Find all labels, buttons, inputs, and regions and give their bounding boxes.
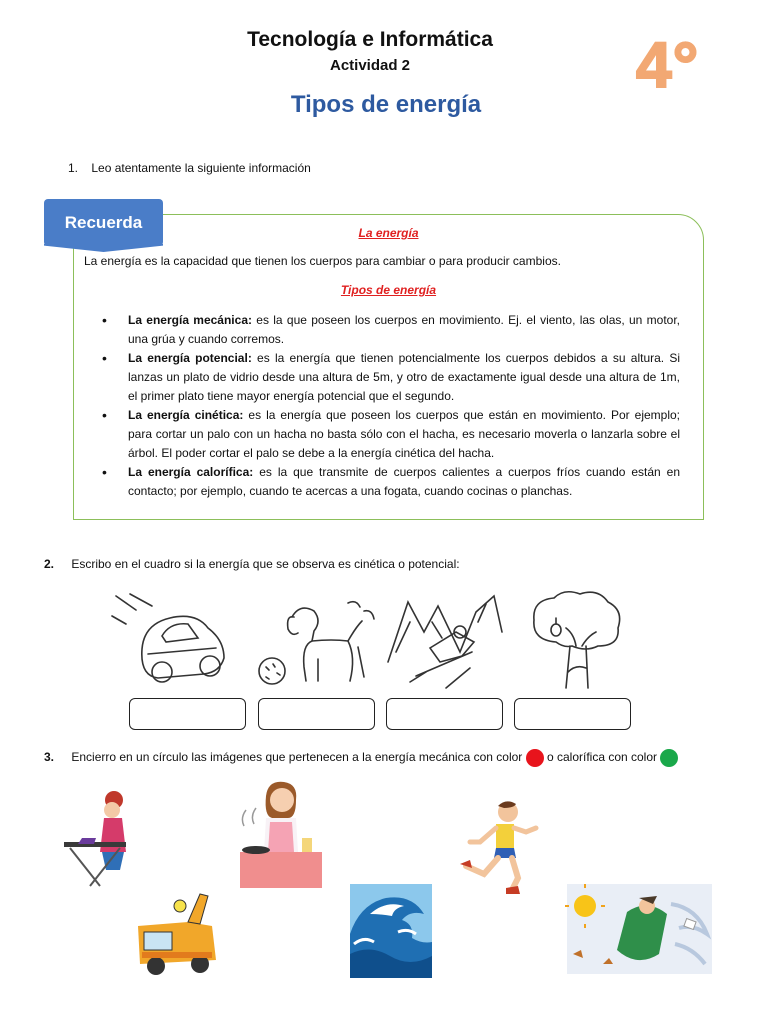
- list-item-term: La energía potencial:: [128, 351, 252, 365]
- question-1-number: 1.: [68, 161, 79, 175]
- list-item-term: La energía mecánica:: [128, 313, 252, 327]
- page-title: Tipos de energía: [290, 91, 482, 118]
- question-3: [44, 749, 744, 767]
- dog-ball-drawing: [252, 597, 382, 692]
- list-item-text: es la energía que tienen potencialmente los cuerpos debidos a su altura. Si lanzas un plato de vidrio desde una altura de 5m, y otro de exactamente igual desde una altura de 1m, el primer plato tiene mayor energía potencial que el segundo.: [128, 351, 681, 403]
- list-item: [84, 463, 680, 501]
- green-color-dot: [660, 749, 678, 767]
- question-2-number: 2.: [44, 557, 55, 571]
- answer-box-4[interactable]: [514, 698, 631, 730]
- ocean-wave-image[interactable]: [350, 884, 432, 978]
- question-3-text-b: o calorífica con color: [546, 750, 658, 765]
- list-item-term: La energía cinética:: [128, 408, 244, 422]
- windy-scene-image[interactable]: [567, 884, 712, 974]
- question-2-text: Escribo en el cuadro si la energía que se observa es cinética o potencial:: [71, 557, 460, 571]
- tow-truck-image[interactable]: [128, 886, 224, 980]
- cooking-woman-image[interactable]: [236, 778, 324, 888]
- energy-definition: La energía es la capacidad que tienen los cuerpos para cambiar o para producir cambios.: [84, 254, 561, 268]
- list-item-text: es la que transmite de cuerpos calientes a cuerpos fríos cuando están en contacto; por ejemplo, cuando te acercas a una fogata, cuando cocinas o planchas.: [128, 465, 681, 498]
- list-item: [84, 406, 680, 463]
- grade-badge: 4°: [636, 29, 700, 101]
- recuerda-tag-label: Recuerda: [64, 212, 143, 232]
- tree-drawing: [526, 588, 626, 692]
- list-item: [84, 349, 680, 406]
- red-color-dot: [526, 749, 544, 767]
- question-2: [44, 557, 460, 571]
- running-boy-image[interactable]: [456, 798, 540, 894]
- list-item-text: es la que poseen los cuerpos en movimiento. Ej. el viento, las olas, un motor, una grúa y cuando corremos.: [128, 313, 680, 346]
- skier-mountain-drawing: [386, 592, 506, 692]
- list-item: [84, 311, 680, 349]
- question-3-text-a: Encierro en un círculo las imágenes que pertenecen a la energía mecánica con color: [71, 750, 523, 765]
- energy-heading: La energía: [358, 226, 419, 240]
- energy-types-list: [84, 311, 680, 501]
- subject-title: Tecnología e Informática: [247, 28, 493, 51]
- answer-box-1[interactable]: [129, 698, 246, 730]
- energy-types-heading: Tipos de energía: [340, 283, 437, 297]
- list-item-text: es la energía que poseen los cuerpos que están en movimiento. Por ejemplo; para cortar un palo con un hacha no basta sólo con el hacha, es necesario moverla o lanzarla sobre el árbol. El poder cortar el palo se debe a la energía cinética del hacha.: [128, 408, 681, 460]
- question-1: [68, 161, 311, 175]
- answer-box-3[interactable]: [386, 698, 503, 730]
- list-item-term: La energía calorífica:: [128, 465, 254, 479]
- answer-box-2[interactable]: [258, 698, 375, 730]
- car-drawing: [112, 594, 232, 689]
- question-1-text: Leo atentamente la siguiente información: [91, 161, 311, 175]
- activity-label: Actividad 2: [329, 57, 411, 74]
- question-3-number: 3.: [44, 750, 55, 765]
- ironing-woman-image[interactable]: [60, 786, 140, 890]
